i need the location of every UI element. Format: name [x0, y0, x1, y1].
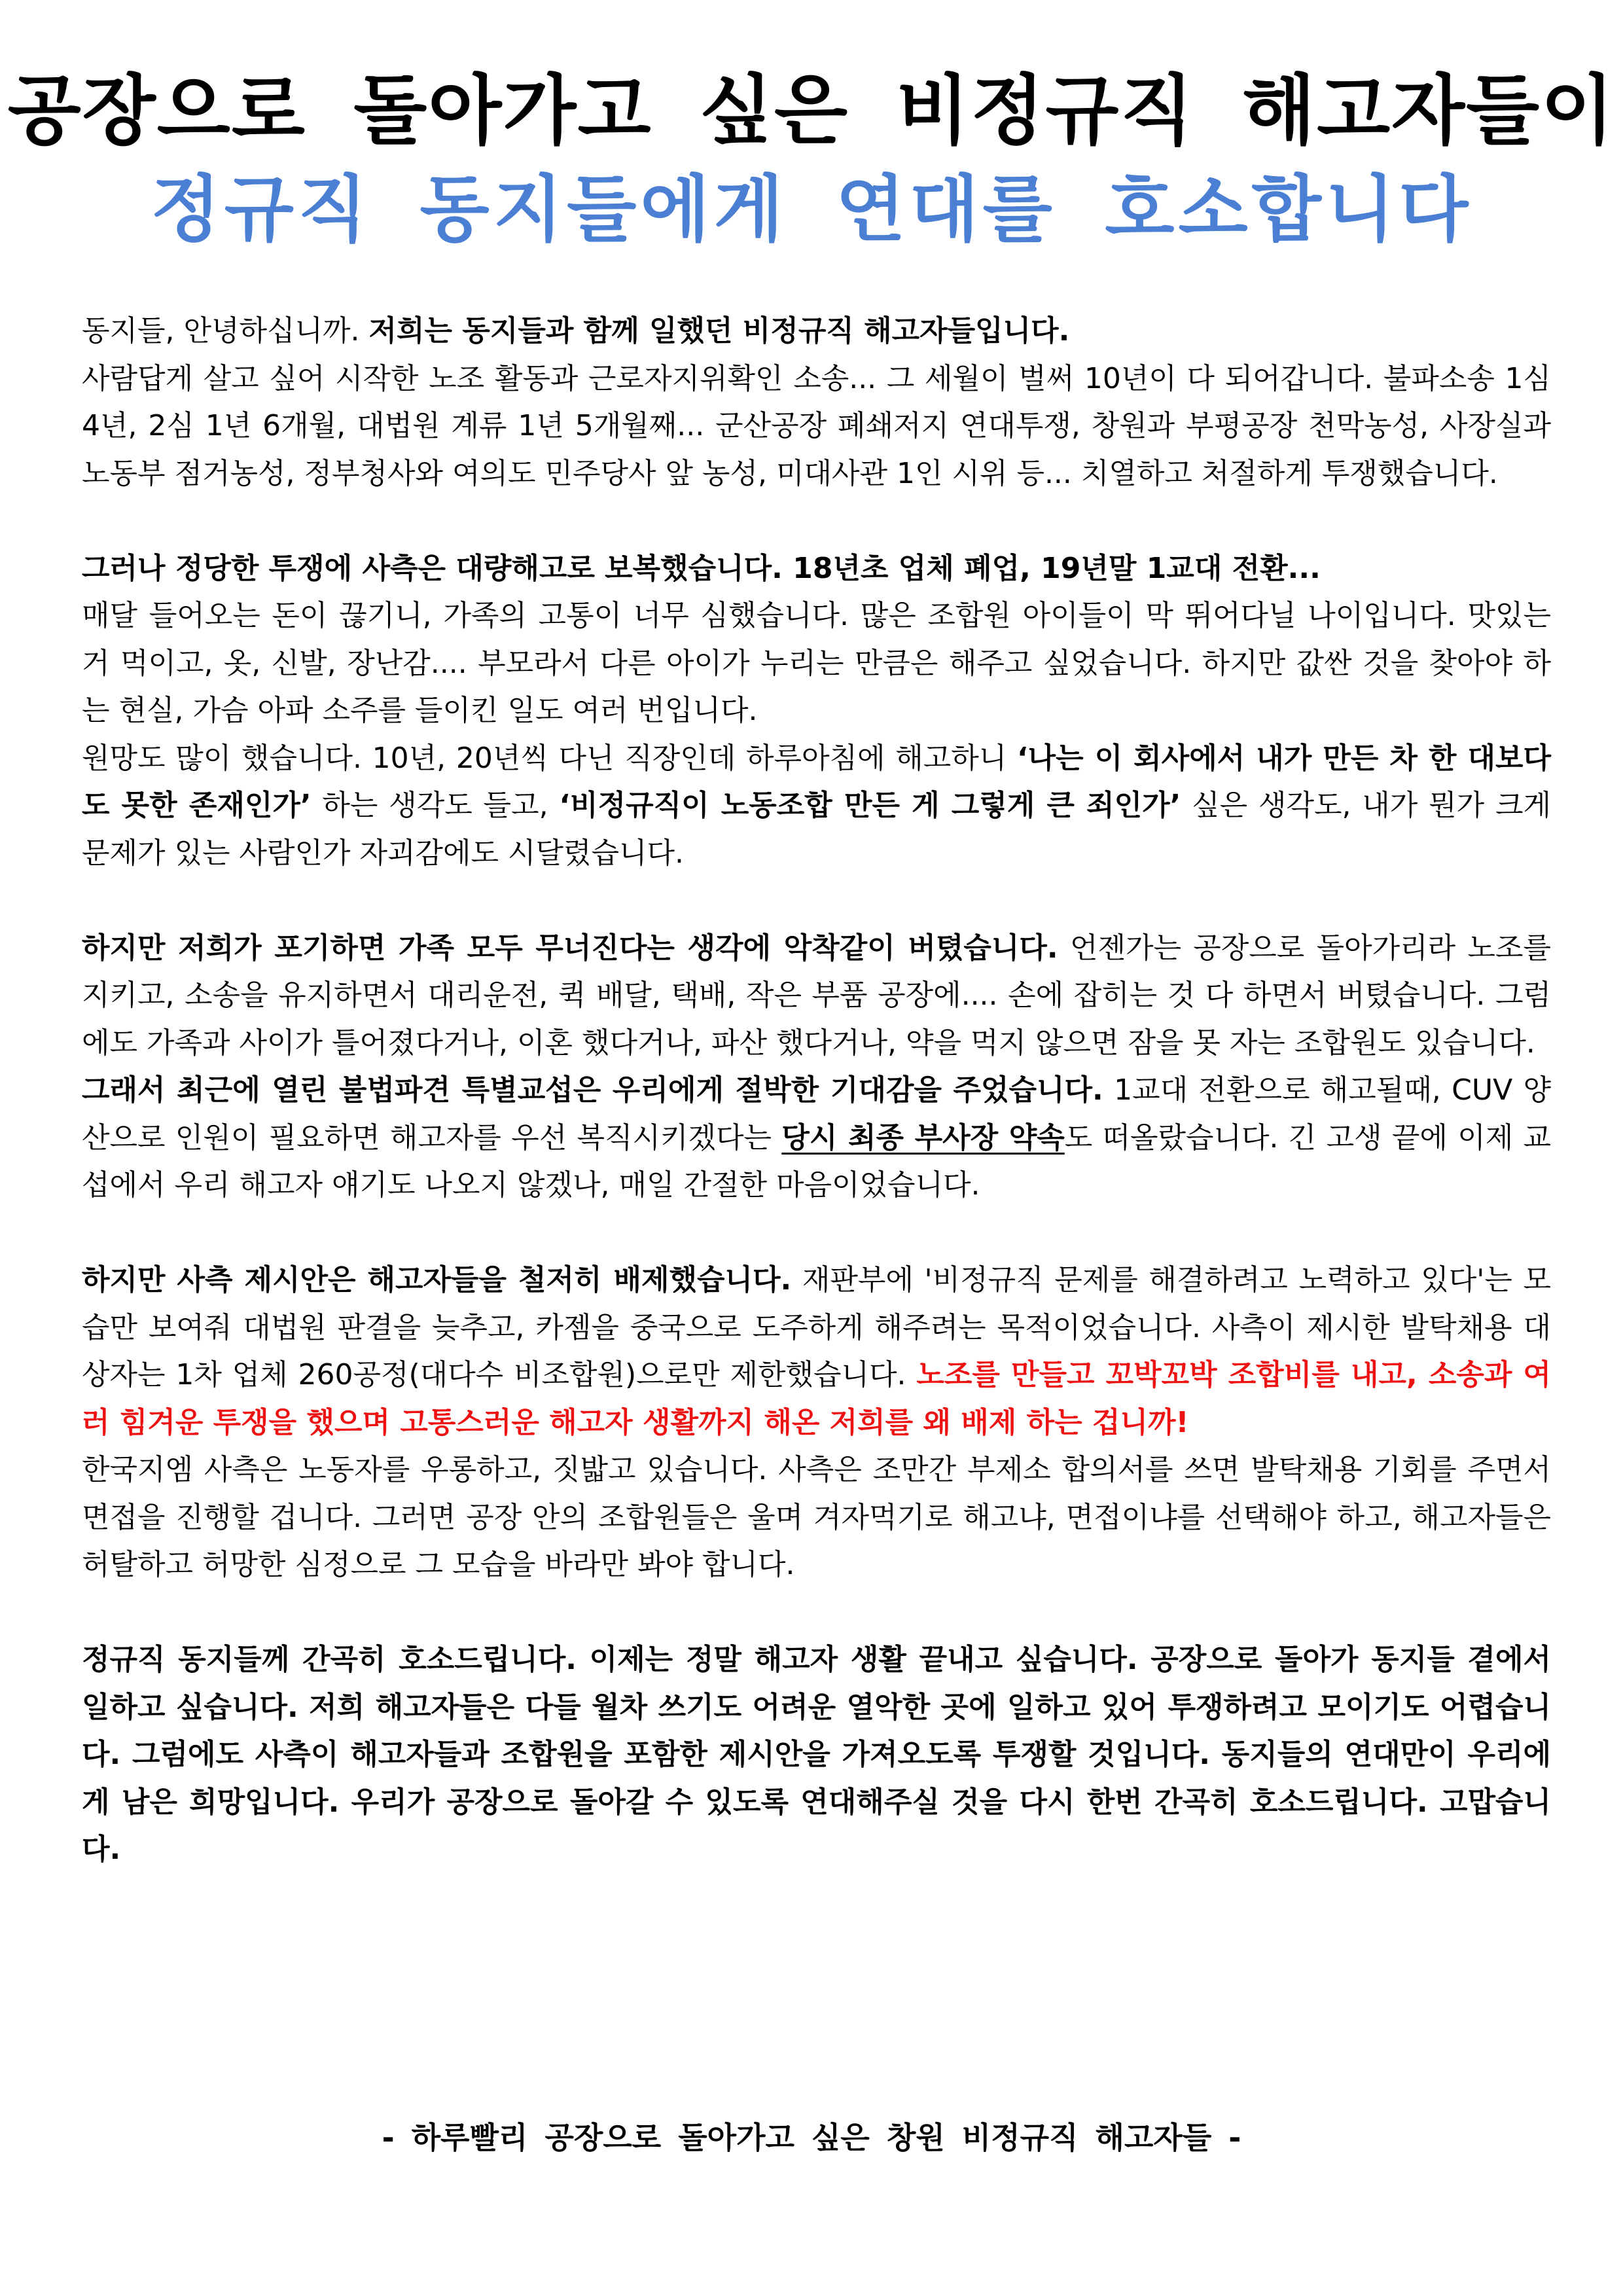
appeal-text: 정규직 동지들께 간곡히 호소드립니다. 이제는 정말 해고자 생활 끝내고 싶습니다. 공장으로 돌아가 동지들 곁에서 일하고 싶습니다. 저희 해고자들은 다들 월차 쓰기도 어려운 열악한 곳에 일하고 있어 투쟁하려고 모이기도 어렵습니다. 그럼에도 사측이 해고자들과 조합원을 포함한 제시안을 가져오도록 투쟁할 것입니다. 동지들의 연대만이 우리에게 남은 희망입니다. 우리가 공장으로 돌아갈 수 있도록 연대해주실 것을 다시 한번 간곡히 호소드립니다. 고맙습니다. — [82, 1643, 1551, 1866]
paragraph-gap — [82, 1210, 1551, 1257]
paragraph-family-hardship — [82, 592, 1551, 735]
paragraph-greeting — [82, 308, 1551, 355]
struggle-history-text: 사람답게 살고 싶어 시작한 노조 활동과 근로자지위확인 소송... 그 세월이 벌써 10년이 다 되어갑니다. 불파소송 1심 4년, 2심 1년 6개월, 대법원 계류 1년 5개월째... 군산공장 폐쇄저지 연대투쟁, 창원과 부평공장 천막농성, 사장실과 노동부 점거농성, 정부청사와 여의도 민주당사 앞 농성, 미대사관 1인 시위 등... 치열하고 처절하게 투쟁했습니다. — [82, 361, 1551, 490]
paragraph-gap — [82, 497, 1551, 545]
resentment-text-2: 하는 생각도 들고, — [311, 789, 560, 822]
endurance-text: 언젠가는 공장으로 돌아가리라 노조를 지키고, 소송을 유지하면서 대리운전, 퀵 배달, 택배, 작은 부품 공장에.... 손에 잡히는 것 다 하면서 버텼습니다. 그럼에도 가족과 사이가 틀어졌다거나, 이혼 했다거나, 파산 했다거나, 약을 먹지 않으면 잠을 못 자는 조합원도 있습니다. — [82, 931, 1551, 1060]
resentment-text-3: 싶은 생각도, 내가 뭔가 크게 문제가 있는 사람인가 자괴감에도 시달렸습니다. — [82, 789, 1551, 870]
paragraph-resentment — [82, 735, 1551, 878]
resentment-text-1: 원망도 많이 했습니다. 10년, 20년씩 다닌 직장인데 하루아침에 해고하니 — [82, 741, 1017, 775]
endurance-emphasis: 하지만 저희가 포기하면 가족 모두 무너진다는 생각에 악착같이 버텼습니다. — [82, 931, 1058, 965]
special-bargaining-text-1: 1교대 전환으로 해고될때, CUV 양산으로 인원이 필요하면 해고자를 우선 복직시키겠다는 — [82, 1073, 1552, 1155]
gm-deception-text: 한국지엠 사측은 노동자를 우롱하고, 짓밟고 있습니다. 사측은 조만간 부제소 합의서를 쓰면 발탁채용 기회를 주면서 면접을 진행할 겁니다. 그러면 공장 안의 조합원들은 울며 겨자먹기로 해고냐, 면접이냐를 선택해야 하고, 해고자들은 허탈하고 허망한 심정으로 그 모습을 바라만 봐야 합니다. — [82, 1453, 1551, 1581]
exclusion-emphasis: 하지만 사측 제시안은 해고자들을 철저히 배제했습니다. — [82, 1263, 792, 1297]
special-bargaining-text-2: 도 떠올랐습니다. 긴 고생 끝에 이제 교섭에서 우리 해고자 얘기도 나오지 않겠나, 매일 간절한 마음이었습니다. — [82, 1121, 1552, 1202]
resentment-quote-2: ‘비정규직이 노동조합 만든 게 그렇게 큰 죄인가’ — [559, 789, 1181, 822]
greeting-text: 동지들, 안녕하십니까. — [82, 314, 369, 348]
title-line-2: 정규직 동지들에게 연대를 호소합니다 — [151, 168, 1472, 251]
exclusion-protest-red: 노조를 만들고 꼬박꼬박 조합비를 내고, 소송과 여러 힘겨운 투쟁을 했으며 고통스러운 해고자 생활까지 해온 저희를 왜 배제 하는 겁니까! — [82, 1358, 1552, 1439]
paragraph-exclusion — [82, 1257, 1551, 1446]
paragraph-gm-deception — [82, 1446, 1551, 1589]
special-bargaining-emphasis: 그래서 최근에 열린 불법파견 특별교섭은 우리에게 절박한 기대감을 주었습니다. — [82, 1073, 1103, 1107]
paragraph-special-bargaining — [82, 1067, 1551, 1210]
family-hardship-text: 매달 들어오는 돈이 끊기니, 가족의 고통이 너무 심했습니다. 많은 조합원 아이들이 막 뛰어다닐 나이입니다. 맛있는 거 먹이고, 옷, 신발, 장난감.... 부모라서 다른 아이가 누리는 만큼은 해주고 싶었습니다. 하지만 값싼 것을 찾아야 하는 현실, 가슴 아파 소주를 들이킨 일도 여러 번입니다. — [82, 599, 1551, 727]
title-line-1: 공장으로 돌아가고 싶은 비정규직 해고자들이 — [7, 67, 1616, 155]
signature: - 하루빨리 공장으로 돌아가고 싶은 창원 비정규직 해고자들 - — [382, 2120, 1241, 2155]
paragraph-gap — [82, 877, 1551, 925]
paragraph-appeal — [82, 1636, 1551, 1874]
greeting-emphasis: 저희는 동지들과 함께 일했던 비정규직 해고자들입니다. — [368, 314, 1070, 348]
letter-body — [82, 308, 1551, 1874]
paragraph-mass-dismissal — [82, 545, 1551, 593]
paragraph-gap — [82, 1589, 1551, 1637]
mass-dismissal-text: 그러나 정당한 투쟁에 사측은 대량해고로 보복했습니다. 18년초 업체 폐업, 19년말 1교대 전환... — [82, 551, 1321, 585]
resentment-quote-1: ‘나는 이 회사에서 내가 만든 차 한 대보다도 못한 존재인가’ — [82, 741, 1551, 822]
paragraph-endurance — [82, 925, 1551, 1067]
exclusion-text: 재판부에 '비정규직 문제를 해결하려고 노력하고 있다'는 모습만 보여줘 대법원 판결을 늦추고, 카젬을 중국으로 도주하게 해주려는 목적이었습니다. 사측이 제시한 발탁채용 대상자는 1차 업체 260공정(대다수 비조합원)으로만 제한했습니다. — [82, 1263, 1551, 1391]
paragraph-struggle-history — [82, 355, 1551, 498]
vice-president-promise: 당시 최종 부사장 약속 — [781, 1121, 1065, 1155]
